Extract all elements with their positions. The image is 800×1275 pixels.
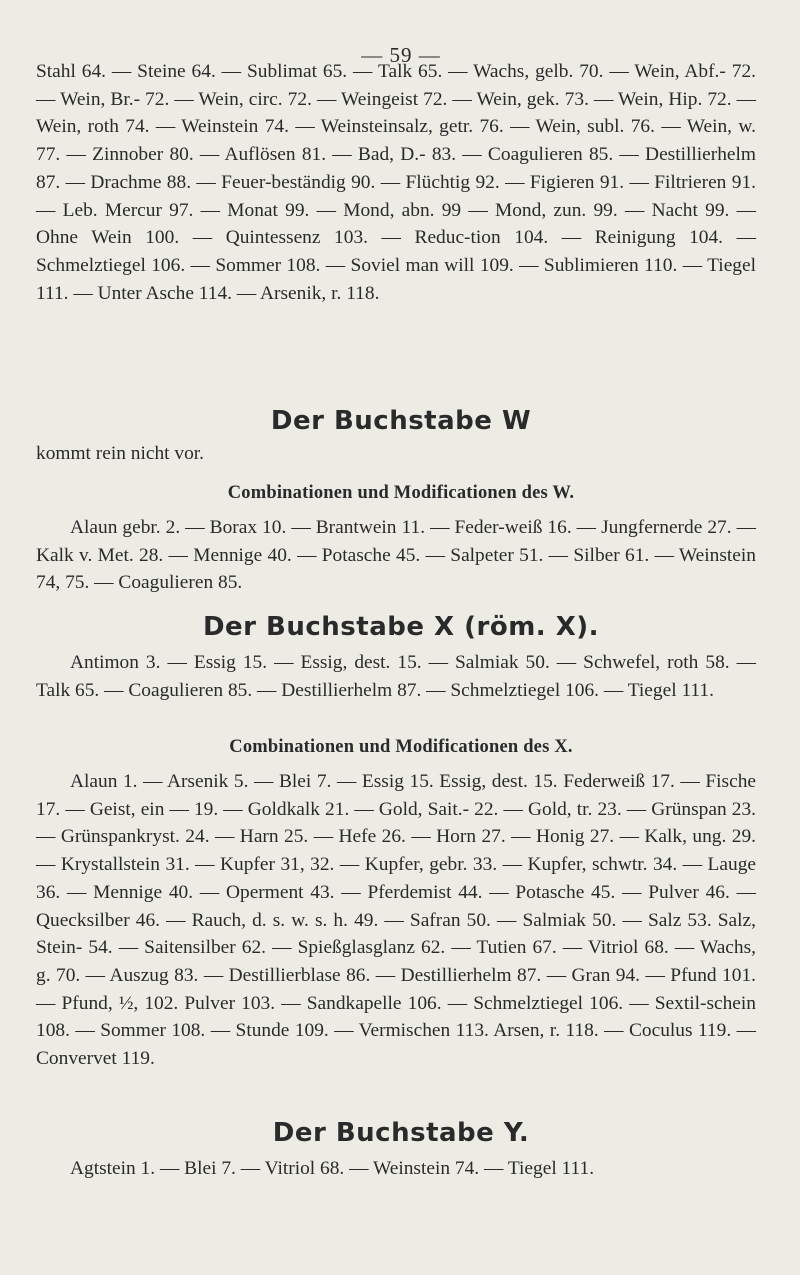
x-entries-block (36, 649, 756, 704)
w-combinations-block (36, 514, 756, 597)
y-entries-block (36, 1155, 756, 1183)
intro-section (36, 58, 756, 307)
w-note: kommt rein nicht vor. (36, 443, 205, 464)
heading-w: Der Buchstabe W (270, 406, 532, 436)
w-note-block (36, 440, 756, 468)
w-combinations-paragraph: Alaun gebr. 2. — Borax 10. — Brantwein 11. — Feder-weiß 16. — Jungfernerde 27. — Kalk v. Met. 28. — Mennige 40. — Potasche 45. — Salpeter 51. — Silber 61. — Weinstein 74, 75. — Coagulieren 85. (36, 517, 756, 594)
subheading-w: Combinationen und Modificationen des W. (227, 483, 575, 503)
y-entries-paragraph: Agtstein 1. — Blei 7. — Vitriol 68. — Weinstein 74. — Tiegel 111. (70, 1158, 595, 1179)
x-combinations-paragraph: Alaun 1. — Arsenik 5. — Blei 7. — Essig 15. Essig, dest. 15. Federweiß 17. — Fische 17. — Geist, ein — 19. — Goldkalk 21. — Gold, Sait.- 22. — Gold, tr. 23. — Grünspan 23. — Grünspankryst. 24. — Harn 25. — Hefe 26. — Horn 27. — Honig 27. — Kalk, ung. 29. — Krystallstein 31. — Kupfer 31, 32. — Kupfer, gebr. 33. — Kupfer, schwtr. 34. — Lauge 36. — Mennige 40. — Operment 43. — Pferdemist 44. — Potasche 45. — Pulver 46. — Quecksilber 46. — Rauch, d. s. w. s. h. 49. — Safran 50. — Salmiak 50. — Salz 53. Salz, Stein- 54. — Saitensilber 62. — Spießglasglanz 62. — Tutien 67. — Vitriol 68. — Wachs, g. 70. — Auszug 83. — Destillierblase 86. — Destillierhelm 87. — Gran 94. — Pfund 101. — Pfund, ½, 102. Pulver 103. — Sandkapelle 106. — Schmelztiegel 106. — Sextil-schein 108. — Sommer 108. — Stunde 109. — Vermischen 113. Arsen, r. 118. — Coculus 119. — Convervet 119. (36, 771, 756, 1070)
subheading-x: Combinationen und Modificationen des X. (229, 737, 573, 757)
heading-y: Der Buchstabe Y. (272, 1118, 530, 1148)
x-entries-paragraph: Antimon 3. — Essig 15. — Essig, dest. 15. — Salmiak 50. — Schwefel, roth 58. — Talk 65. — Coagulieren 85. — Destillierhelm 87. — Schmelztiegel 106. — Tiegel 111. (36, 652, 756, 701)
x-combinations-block (36, 768, 756, 1073)
intro-paragraph: Stahl 64. — Steine 64. — Sublimat 65. — Talk 65. — Wachs, gelb. 70. — Wein, Abf.- 72. — Wein, Br.- 72. — Wein, circ. 72. — Weingeist 72. — Wein, gek. 73. — Wein, Hip. 72. — Wein, roth 74. — Weinstein 74. — Weinsteinsalz, getr. 76. — Wein, subl. 76. — Wein, w. 77. — Zinnober 80. — Auflösen 81. — Bad, D.- 83. — Coagulieren 85. — Destillierhelm 87. — Drachme 88. — Feuer-beständig 90. — Flüchtig 92. — Figieren 91. — Filtrieren 91. — Leb. Mercur 97. — Monat 99. — Mond, abn. 99 — Mond, zun. 99. — Nacht 99. — Ohne Wein 100. — Quintessenz 103. — Reduc-tion 104. — Reinigung 104. — Schmelztiegel 106. — Sommer 108. — Soviel man will 109. — Sublimieren 110. — Tiegel 111. — Unter Asche 114. — Arsenik, r. 118. (36, 61, 756, 304)
page-number: — 59 — (361, 43, 441, 67)
heading-x: Der Buchstabe X (röm. X). (202, 612, 600, 642)
